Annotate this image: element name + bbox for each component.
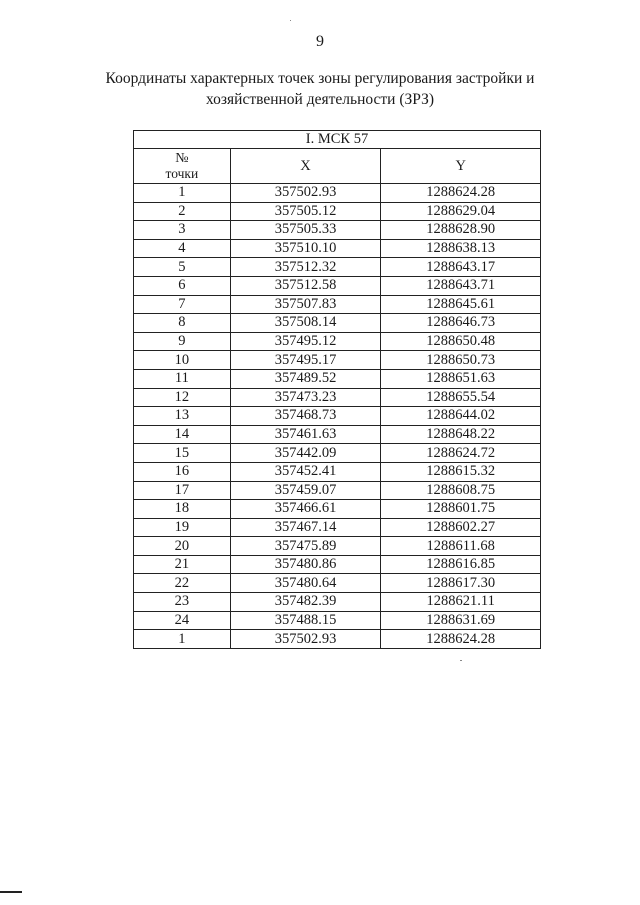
point-number-cell: 8 [134,314,231,333]
point-number-cell: 1 [134,184,231,203]
point-number-cell: 22 [134,574,231,593]
table-row [134,518,541,537]
x-coordinate-cell: 357461.63 [230,425,381,444]
table-row [134,593,541,612]
table-row [134,444,541,463]
point-word: точки [165,166,199,181]
table-row [134,332,541,351]
y-coordinate-cell: 1288601.75 [381,500,541,519]
table-row [134,184,541,203]
y-coordinate-cell: 1288624.28 [381,630,541,649]
table-row [134,202,541,221]
x-coordinate-cell: 357488.15 [230,611,381,630]
point-number-cell: 23 [134,593,231,612]
x-header: X [230,149,381,184]
point-number-header [134,149,231,184]
point-number-cell: 15 [134,444,231,463]
table-row [134,388,541,407]
margin-mark [0,891,22,893]
point-number-cell: 11 [134,369,231,388]
point-number-cell: 16 [134,462,231,481]
x-coordinate-cell: 357442.09 [230,444,381,463]
y-coordinate-cell: 1288615.32 [381,462,541,481]
table-row [134,351,541,370]
table-row [134,407,541,426]
point-number-cell: 9 [134,332,231,351]
point-number-cell: 7 [134,295,231,314]
x-coordinate-cell: 357495.17 [230,351,381,370]
x-coordinate-cell: 357468.73 [230,407,381,426]
column-header-row [134,149,541,184]
x-coordinate-cell: 357502.93 [230,184,381,203]
table-row [134,630,541,649]
x-coordinate-cell: 357482.39 [230,593,381,612]
point-number-cell: 20 [134,537,231,556]
table-row [134,239,541,258]
y-coordinate-cell: 1288648.22 [381,425,541,444]
y-coordinate-cell: 1288655.54 [381,388,541,407]
coordinate-system-header: I. МСК 57 [134,131,541,149]
table-row [134,574,541,593]
x-coordinate-cell: 357502.93 [230,630,381,649]
table-row [134,425,541,444]
point-number-cell: 3 [134,221,231,240]
point-number-cell: 17 [134,481,231,500]
x-coordinate-cell: 357510.10 [230,239,381,258]
x-coordinate-cell: 357452.41 [230,462,381,481]
point-number-cell: 5 [134,258,231,277]
coordinates-table-body [134,184,541,649]
point-number-cell: 19 [134,518,231,537]
table-row [134,611,541,630]
number-sign: № [175,151,189,166]
table-row [134,276,541,295]
x-coordinate-cell: 357466.61 [230,500,381,519]
point-number-cell: 2 [134,202,231,221]
x-coordinate-cell: 357473.23 [230,388,381,407]
point-number-cell: 6 [134,276,231,295]
x-coordinate-cell: 357495.12 [230,332,381,351]
page-number: 9 [316,33,324,50]
y-coordinate-cell: 1288608.75 [381,481,541,500]
title-line-1: Координаты характерных точек зоны регулирования застройки и [105,70,535,87]
document-title [90,68,550,110]
table-row [134,500,541,519]
point-number-cell: 14 [134,425,231,444]
table-row [134,295,541,314]
x-coordinate-cell: 357512.32 [230,258,381,277]
point-number-cell: 13 [134,407,231,426]
y-coordinate-cell: 1288621.11 [381,593,541,612]
scan-speck [460,660,462,661]
y-coordinate-cell: 1288643.17 [381,258,541,277]
y-coordinate-cell: 1288629.04 [381,202,541,221]
point-number-cell: 21 [134,555,231,574]
table-row [134,221,541,240]
x-coordinate-cell: 357508.14 [230,314,381,333]
y-coordinate-cell: 1288616.85 [381,555,541,574]
y-header: Y [381,149,541,184]
point-number-cell: 24 [134,611,231,630]
point-number-cell: 10 [134,351,231,370]
y-coordinate-cell: 1288643.71 [381,276,541,295]
x-coordinate-cell: 357505.33 [230,221,381,240]
coordinates-table [133,130,541,649]
x-coordinate-cell: 357480.64 [230,574,381,593]
x-coordinate-cell: 357467.14 [230,518,381,537]
point-number-cell: 4 [134,239,231,258]
x-coordinate-cell: 357480.86 [230,555,381,574]
y-coordinate-cell: 1288624.28 [381,184,541,203]
y-coordinate-cell: 1288650.73 [381,351,541,370]
point-number-cell: 1 [134,630,231,649]
y-coordinate-cell: 1288624.72 [381,444,541,463]
table-row [134,481,541,500]
y-coordinate-cell: 1288651.63 [381,369,541,388]
y-coordinate-cell: 1288631.69 [381,611,541,630]
y-coordinate-cell: 1288638.13 [381,239,541,258]
x-coordinate-cell: 357459.07 [230,481,381,500]
x-coordinate-cell: 357489.52 [230,369,381,388]
point-number-cell: 12 [134,388,231,407]
title-line-2: хозяйственной деятельности (ЗРЗ) [206,91,434,108]
x-coordinate-cell: 357507.83 [230,295,381,314]
y-coordinate-cell: 1288650.48 [381,332,541,351]
y-coordinate-cell: 1288644.02 [381,407,541,426]
table-row [134,258,541,277]
coordinate-system-row [134,131,541,149]
table-row [134,314,541,333]
table-row [134,369,541,388]
x-coordinate-cell: 357475.89 [230,537,381,556]
point-number-cell: 18 [134,500,231,519]
table-row [134,462,541,481]
table-row [134,555,541,574]
y-coordinate-cell: 1288602.27 [381,518,541,537]
y-coordinate-cell: 1288617.30 [381,574,541,593]
y-coordinate-cell: 1288628.90 [381,221,541,240]
y-coordinate-cell: 1288646.73 [381,314,541,333]
x-coordinate-cell: 357512.58 [230,276,381,295]
scan-speck [290,20,291,21]
x-coordinate-cell: 357505.12 [230,202,381,221]
y-coordinate-cell: 1288611.68 [381,537,541,556]
table-row [134,537,541,556]
y-coordinate-cell: 1288645.61 [381,295,541,314]
